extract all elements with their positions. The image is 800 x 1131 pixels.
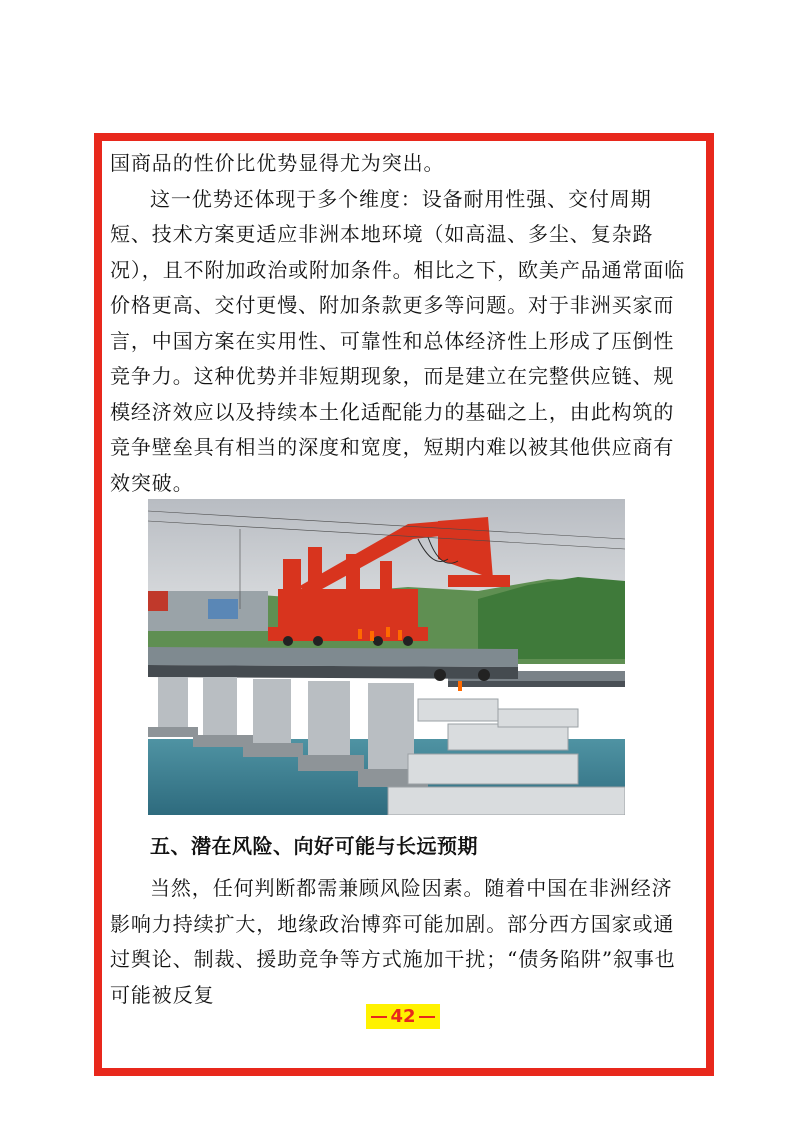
paragraph-continuation: 国商品的性价比优势显得尤为突出。 bbox=[110, 151, 445, 175]
body-text-block-1 bbox=[110, 146, 692, 501]
deck bbox=[148, 647, 518, 679]
body-text-block-2 bbox=[110, 871, 692, 1013]
dash-left bbox=[371, 1016, 387, 1018]
paragraph-advantages: 这一优势还体现于多个维度：设备耐用性强、交付周期短、技术方案更适应非洲本地环境（如高温、多尘、复杂路况），且不附加政治或附加条件。相比之下，欧美产品通常面临价格更高、交付更慢、附加条款更多等问题。对于非洲买家而言，中国方案在实用性、可靠性和总体经济性上形成了压倒性竞争力。这种优势并非短期现象，而是建立在完整供应链、规模经济效应以及持续本土化适配能力的基础之上，由此构筑的竞争壁垒具有相当的深度和宽度，短期内难以被其他供应商有效突破。 bbox=[110, 186, 686, 495]
section-heading: 五、潜在风险、向好可能与长远预期 bbox=[150, 834, 478, 858]
page-number-badge bbox=[366, 1004, 440, 1029]
paragraph-risks: 当然，任何判断都需兼顾风险因素。随着中国在非洲经济影响力持续扩大，地缘政治博弈可能加剧。部分西方国家或通过舆论、制裁、援助竞争等方式施加干扰；“债务陷阱”叙事也可能被反复 bbox=[110, 876, 676, 1007]
photo-illustration bbox=[148, 499, 625, 815]
bridge-crane-photo bbox=[148, 499, 625, 815]
page-number: 42 bbox=[390, 1006, 416, 1027]
dash-right bbox=[419, 1016, 435, 1018]
